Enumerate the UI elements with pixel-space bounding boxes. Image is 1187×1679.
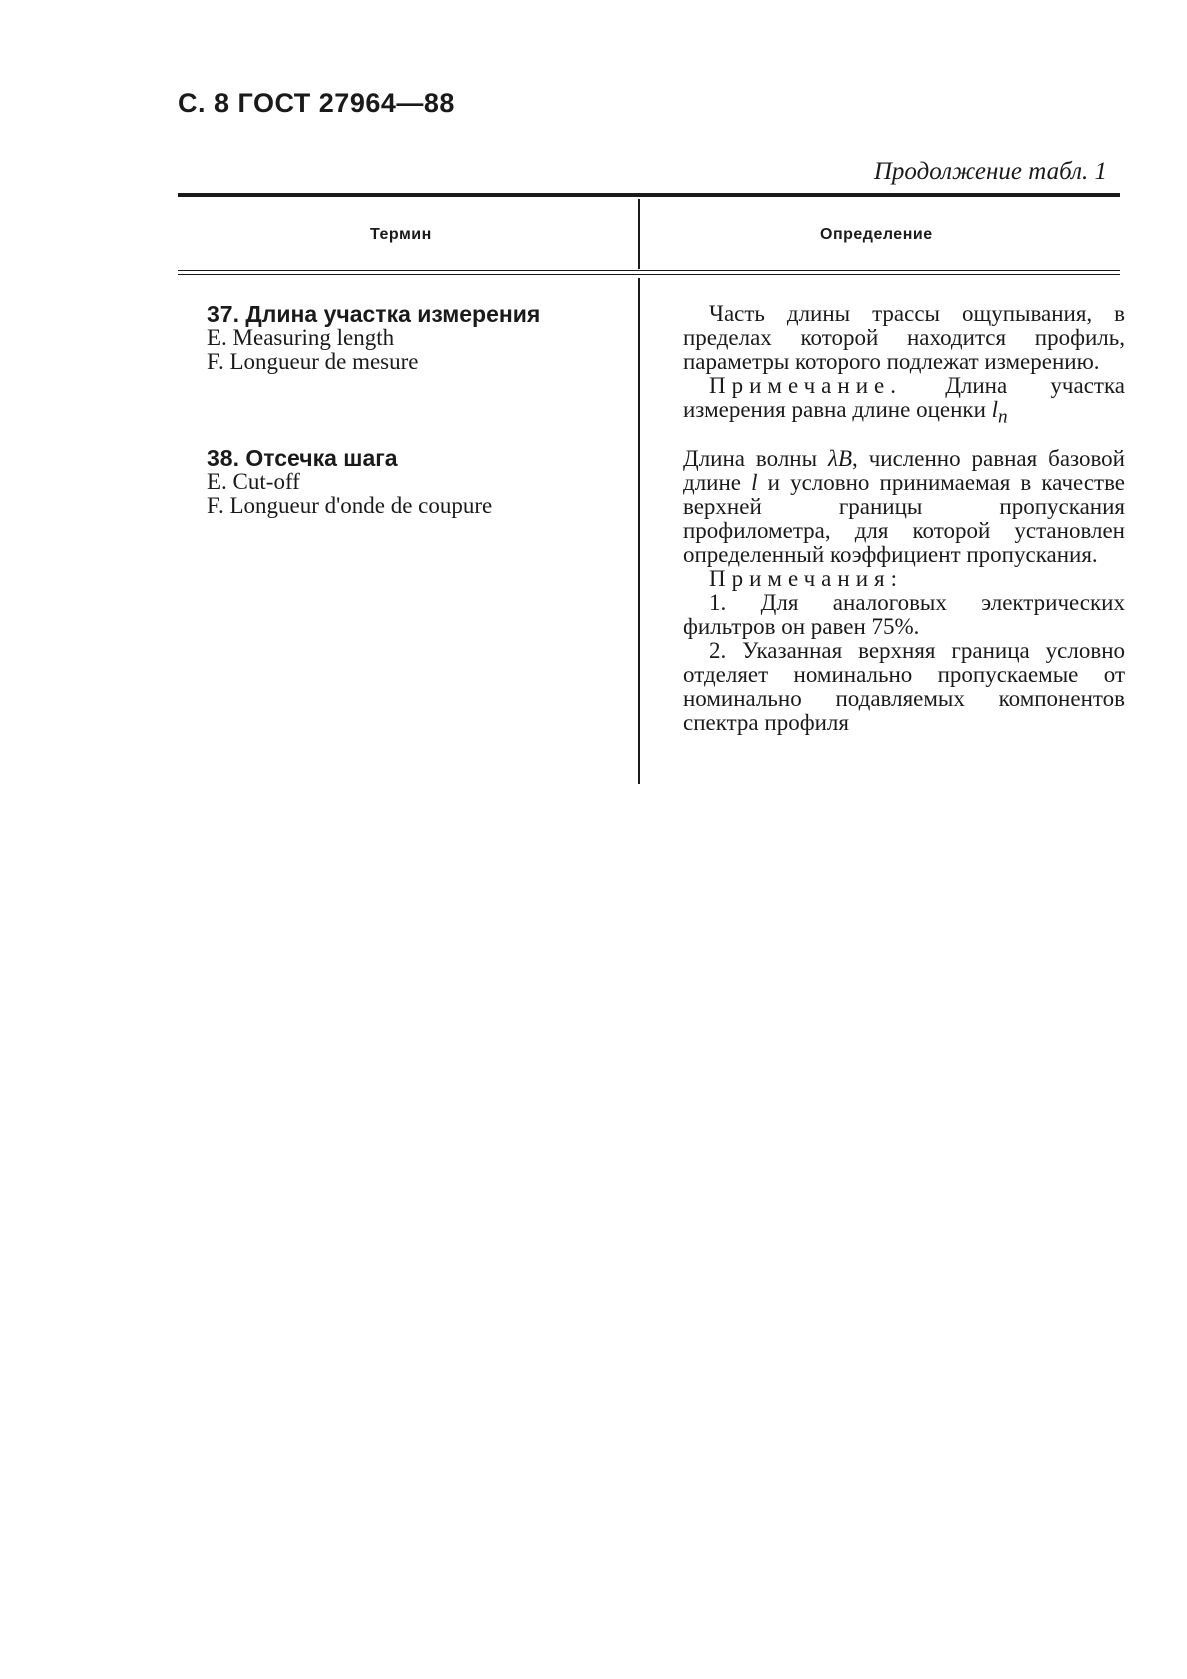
column-header-definition: Определение — [820, 226, 933, 243]
term-french: F. Longueur de mesure — [207, 349, 419, 374]
definition-37 — [683, 302, 1125, 430]
page-reference: С. 8 ГОСТ 27964—88 — [178, 88, 455, 118]
term-english: E. Measuring length — [207, 325, 395, 350]
term-english: E. Cut-off — [207, 469, 300, 494]
note-text: Длина участка измерения равна длине оценки — [683, 373, 1125, 422]
definition-text-part: , численно равная базовой длине — [683, 446, 1125, 495]
note-1: 1. Для аналоговых электрических фильтров он равен 75%. — [683, 590, 1125, 639]
symbol-lambda-b: λB — [828, 446, 853, 471]
symbol-subscript-n: n — [998, 406, 1008, 428]
term-37 — [207, 302, 540, 374]
definition-text-part: и условно принимаемая в качестве верхней границы пропускания профилометра, для которой установлен определенный коэффициент пропускания. — [683, 470, 1126, 567]
header-column-divider — [638, 199, 640, 269]
notes-label: Примечания: — [709, 566, 903, 591]
header-rule-lower — [178, 274, 1120, 275]
header-rule-upper — [178, 270, 1120, 271]
column-header-term: Термин — [370, 226, 432, 243]
term-title: 37. Длина участка измерения — [207, 301, 541, 327]
term-38 — [207, 446, 492, 518]
table-top-rule — [178, 193, 1120, 197]
symbol-l: l — [751, 470, 758, 495]
definition-text: Часть длины трассы ощупывания, в пределах которой находится профиль, параметры которого подлежат измерению. — [683, 301, 1125, 374]
definition-note — [683, 374, 1125, 430]
term-french: F. Longueur d'onde de coupure — [207, 493, 493, 518]
note-label: Примечание. — [709, 373, 902, 398]
table-continuation-label: Продолжение табл. 1 — [873, 158, 1107, 185]
term-title: 38. Отсечка шага — [207, 445, 398, 471]
note-2: 2. Указанная верхняя граница условно отделяет номинально пропускаемые от номинально подавляемых компонентов спектра профиля — [683, 638, 1125, 735]
symbol-l: l — [991, 397, 999, 422]
definition-38 — [683, 447, 1125, 735]
definition-text-part: Длина волны — [683, 446, 818, 471]
body-column-divider — [638, 278, 640, 784]
definition-text — [683, 447, 1125, 567]
